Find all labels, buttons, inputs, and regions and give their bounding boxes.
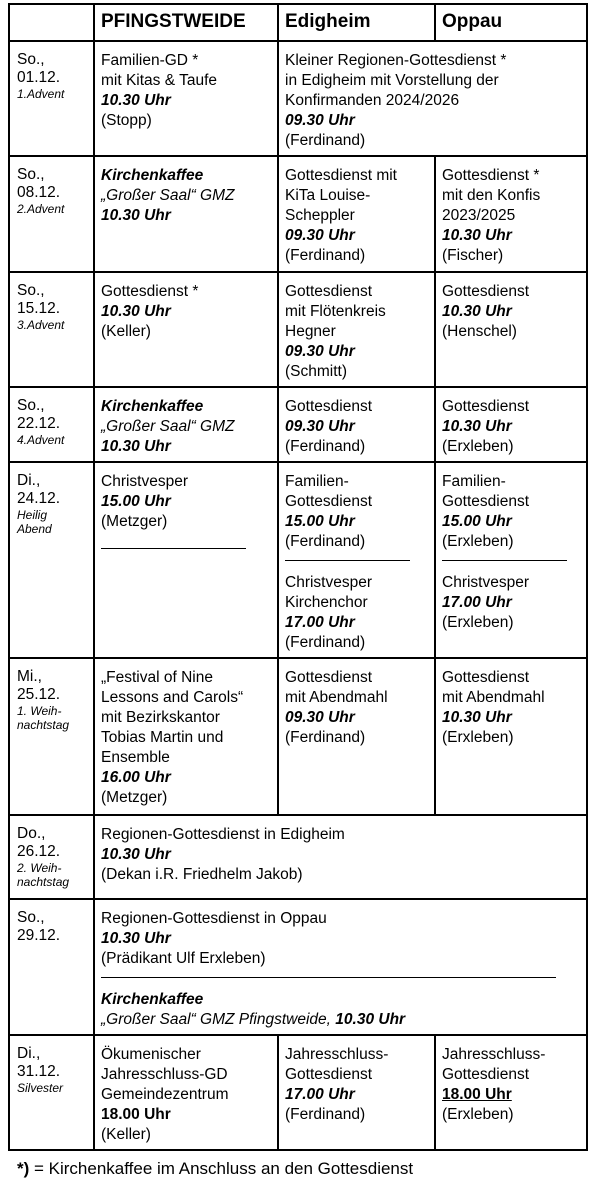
event-title: Gottesdienst	[442, 669, 530, 686]
day-note: 3.Advent	[17, 318, 65, 332]
event-person: (Prädikant Ulf Erxleben)	[101, 950, 266, 967]
separator-line	[442, 560, 567, 561]
event-title: Ökumenischer	[101, 1046, 201, 1063]
pfingstweide-cell	[94, 41, 278, 156]
weekday: So.,	[17, 397, 45, 414]
event-person: (Keller)	[101, 1126, 151, 1143]
event-detail: mit Bezirkskantor	[101, 709, 220, 726]
event-person: (Metzger)	[101, 789, 168, 806]
event-title: Kirchenkaffee	[101, 991, 204, 1008]
pfingstweide-cell	[94, 156, 278, 272]
event-detail: Tobias Martin und	[101, 729, 224, 746]
day-note: Abend	[17, 522, 52, 536]
date-cell	[9, 462, 94, 658]
event-time: 16.00 Uhr	[101, 769, 171, 786]
event-person: (Ferdinand)	[285, 247, 366, 264]
day-note: 1.Advent	[17, 87, 65, 101]
table-row	[9, 815, 587, 899]
day-note: 2. Weih-	[17, 861, 62, 875]
event-time: 10.30 Uhr	[101, 930, 171, 947]
service-schedule-table	[8, 3, 588, 1151]
event-time: 17.00 Uhr	[285, 1086, 355, 1103]
weekday: So.,	[17, 166, 45, 183]
event-person: (Ferdinand)	[285, 1106, 366, 1123]
event-time: 10.30 Uhr	[101, 207, 171, 224]
date: 24.12.	[17, 490, 61, 507]
event-detail: Gottesdienst	[442, 493, 530, 510]
event-title: Familien-GD *	[101, 52, 199, 69]
event-title: Christvesper	[285, 574, 372, 591]
header-row	[9, 4, 587, 41]
weekday: Di.,	[17, 1045, 41, 1062]
event-title: Christvesper	[101, 473, 188, 490]
date-cell	[9, 815, 94, 899]
date: 22.12.	[17, 415, 61, 432]
event-title: Kirchenkaffee	[101, 167, 204, 184]
event-title: Jahresschluss-	[285, 1046, 389, 1063]
all-parishes-cell	[94, 815, 587, 899]
edigheim-cell	[278, 156, 435, 272]
weekday: So.,	[17, 909, 45, 926]
date-cell	[9, 41, 94, 156]
event-person: (Ferdinand)	[285, 132, 366, 149]
table-row	[9, 1035, 587, 1150]
table-row	[9, 899, 587, 1035]
event-person: (Metzger)	[101, 513, 168, 530]
event-detail: Lessons and Carols“	[101, 689, 244, 706]
date-cell	[9, 272, 94, 387]
day-note: Silvester	[17, 1081, 64, 1095]
event-title: Gottesdienst	[285, 398, 373, 415]
event-title: Kleiner Regionen-Gottesdienst *	[285, 52, 507, 69]
date: 25.12.	[17, 686, 61, 703]
event-title: Kirchenkaffee	[101, 398, 204, 415]
event-person: (Fischer)	[442, 247, 504, 264]
event-time: 09.30 Uhr	[285, 418, 355, 435]
event-person: (Erxleben)	[442, 533, 514, 550]
edigheim-oppau-cell	[278, 41, 587, 156]
header-edigheim: Edigheim	[278, 4, 435, 41]
day-note: nachtstag	[17, 718, 70, 732]
pfingstweide-cell	[94, 658, 278, 815]
separator-line	[101, 977, 556, 978]
event-time: 10.30 Uhr	[442, 227, 512, 244]
date: 29.12.	[17, 927, 61, 944]
weekday: Mi.,	[17, 668, 42, 685]
event-title: „Festival of Nine	[101, 669, 213, 686]
table-row	[9, 156, 587, 272]
weekday: So.,	[17, 51, 45, 68]
event-detail: mit den Konfis	[442, 187, 541, 204]
weekday: Di.,	[17, 472, 41, 489]
date: 31.12.	[17, 1063, 61, 1080]
oppau-cell	[435, 156, 587, 272]
edigheim-cell	[278, 1035, 435, 1150]
event-time: 10.30 Uhr	[442, 303, 512, 320]
event-detail: mit Kitas & Taufe	[101, 72, 218, 89]
event-detail: KiTa Louise-	[285, 187, 371, 204]
event-detail: Jahresschluss-GD	[101, 1066, 228, 1083]
weekday: So.,	[17, 282, 45, 299]
event-time: 10.30 Uhr	[101, 846, 171, 863]
pfingstweide-cell	[94, 462, 278, 658]
event-detail: Gottesdienst	[285, 1066, 373, 1083]
separator-line	[101, 548, 246, 549]
event-title: Gottesdienst	[442, 398, 530, 415]
event-time: 18.00 Uhr	[442, 1086, 512, 1103]
event-time: 10.30 Uhr	[101, 303, 171, 320]
date-cell	[9, 658, 94, 815]
day-note: 2.Advent	[17, 202, 65, 216]
event-person: (Erxleben)	[442, 614, 514, 631]
event-title: Familien-	[442, 473, 506, 490]
weekday: Do.,	[17, 825, 46, 842]
event-title: Gottesdienst *	[442, 167, 540, 184]
table-row	[9, 387, 587, 462]
event-detail: Hegner	[285, 323, 336, 340]
event-detail: Kirchenchor	[285, 594, 368, 611]
event-time: 15.00 Uhr	[285, 513, 355, 530]
event-person: (Dekan i.R. Friedhelm Jakob)	[101, 866, 303, 883]
event-time: 17.00 Uhr	[285, 614, 355, 631]
event-person: (Keller)	[101, 323, 151, 340]
event-person: (Erxleben)	[442, 1106, 514, 1123]
event-title: Gottesdienst	[285, 283, 373, 300]
event-location: „Großer Saal“ GMZ	[101, 418, 235, 435]
event-detail: mit Flötenkreis	[285, 303, 386, 320]
event-person: (Erxleben)	[442, 438, 514, 455]
date-cell	[9, 1035, 94, 1150]
event-detail: Konfirmanden 2024/2026	[285, 92, 460, 109]
event-person: (Henschel)	[442, 323, 517, 340]
event-title: Regionen-Gottesdienst in Oppau	[101, 910, 327, 927]
event-person: (Ferdinand)	[285, 438, 366, 455]
header-pfingstweide: PFINGSTWEIDE	[94, 4, 278, 41]
edigheim-cell	[278, 658, 435, 815]
table-row	[9, 462, 587, 658]
table-row	[9, 272, 587, 387]
event-time: 15.00 Uhr	[442, 513, 512, 530]
event-time: 09.30 Uhr	[285, 227, 355, 244]
event-location: „Großer Saal“ GMZ Pfingstweide,	[101, 1011, 331, 1028]
event-person: (Erxleben)	[442, 729, 514, 746]
table-row	[9, 41, 587, 156]
event-time: 18.00 Uhr	[101, 1106, 171, 1123]
event-time: 10.30 Uhr	[442, 709, 512, 726]
date-cell	[9, 899, 94, 1035]
day-note: nachtstag	[17, 875, 70, 889]
event-detail: 2023/2025	[442, 207, 516, 224]
date-cell	[9, 387, 94, 462]
pfingstweide-cell	[94, 272, 278, 387]
event-person: (Stopp)	[101, 112, 152, 129]
event-time: 17.00 Uhr	[442, 594, 512, 611]
event-location-line	[101, 1010, 581, 1030]
event-person: (Ferdinand)	[285, 634, 366, 651]
event-detail: Scheppler	[285, 207, 355, 224]
event-time: 10.30 Uhr	[442, 418, 512, 435]
table-row	[9, 658, 587, 815]
event-detail: in Edigheim mit Vorstellung der	[285, 72, 499, 89]
event-title: Regionen-Gottesdienst in Edigheim	[101, 826, 345, 843]
event-detail: mit Abendmahl	[442, 689, 545, 706]
event-time: 10.30 Uhr	[101, 438, 171, 455]
event-title: Christvesper	[442, 574, 529, 591]
event-detail: Ensemble	[101, 749, 170, 766]
oppau-cell	[435, 658, 587, 815]
event-title: Gottesdienst	[442, 283, 530, 300]
separator-line	[285, 560, 410, 561]
event-person: (Schmitt)	[285, 363, 347, 380]
event-detail: Gemeindezentrum	[101, 1086, 229, 1103]
date: 15.12.	[17, 300, 61, 317]
oppau-cell	[435, 462, 587, 658]
day-note: Heilig	[17, 508, 48, 522]
event-detail: mit Abendmahl	[285, 689, 388, 706]
all-parishes-cell	[94, 899, 587, 1035]
date: 01.12.	[17, 69, 61, 86]
pfingstweide-cell	[94, 387, 278, 462]
edigheim-cell	[278, 387, 435, 462]
event-detail: Gottesdienst	[285, 493, 373, 510]
date-cell	[9, 156, 94, 272]
oppau-cell	[435, 387, 587, 462]
event-location: „Großer Saal“ GMZ	[101, 187, 235, 204]
header-oppau: Oppau	[435, 4, 587, 41]
event-time: 10.30 Uhr	[101, 92, 171, 109]
edigheim-cell	[278, 462, 435, 658]
pfingstweide-cell	[94, 1035, 278, 1150]
footnote-marker: *)	[17, 1159, 30, 1178]
event-time: 09.30 Uhr	[285, 112, 355, 129]
event-time: 10.30 Uhr	[335, 1011, 406, 1028]
event-title: Gottesdienst *	[101, 283, 199, 300]
edigheim-cell	[278, 272, 435, 387]
day-note: 4.Advent	[17, 433, 65, 447]
day-note: 1. Weih-	[17, 704, 62, 718]
date: 26.12.	[17, 843, 61, 860]
footnote	[17, 1158, 413, 1180]
oppau-cell	[435, 1035, 587, 1150]
header-empty	[9, 4, 94, 41]
date: 08.12.	[17, 184, 61, 201]
event-person: (Ferdinand)	[285, 533, 366, 550]
event-time: 09.30 Uhr	[285, 343, 355, 360]
oppau-cell	[435, 272, 587, 387]
event-title: Gottesdienst	[285, 669, 373, 686]
event-time: 09.30 Uhr	[285, 709, 355, 726]
event-title: Gottesdienst mit	[285, 167, 397, 184]
event-title: Jahresschluss-	[442, 1046, 546, 1063]
event-time: 15.00 Uhr	[101, 493, 171, 510]
event-person: (Ferdinand)	[285, 729, 366, 746]
event-title: Familien-	[285, 473, 349, 490]
event-detail: Gottesdienst	[442, 1066, 530, 1083]
footnote-text: = Kirchenkaffee im Anschluss an den Gottesdienst	[29, 1159, 414, 1178]
